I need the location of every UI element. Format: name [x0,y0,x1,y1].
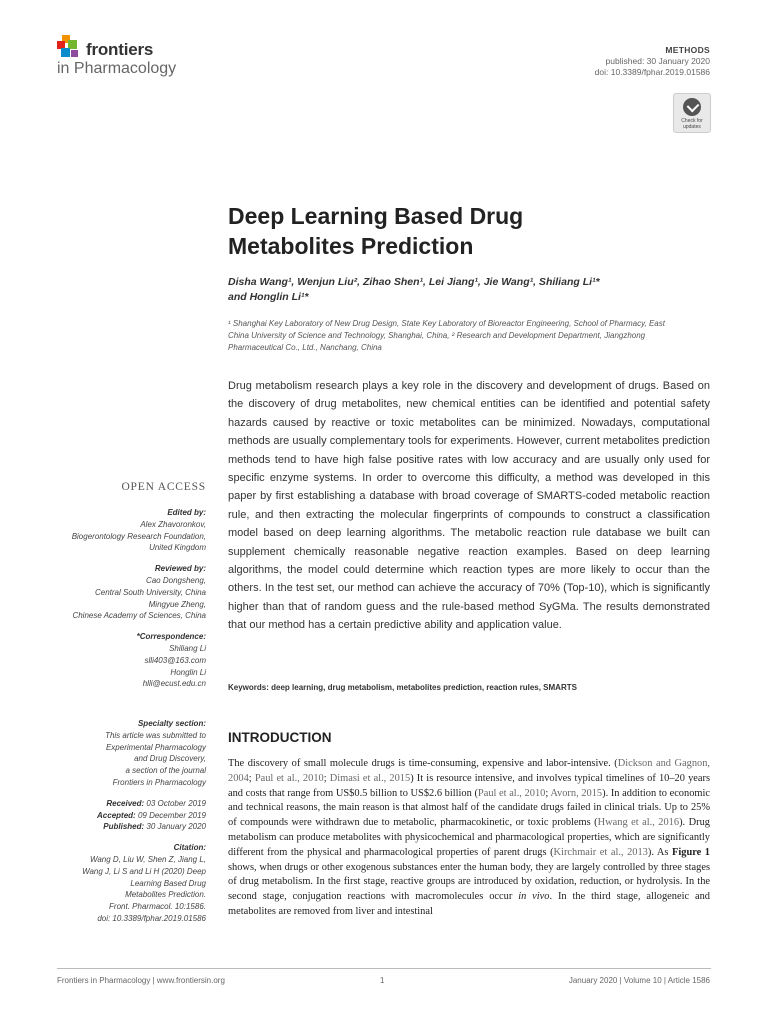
specialty-line: Experimental Pharmacology [105,742,206,752]
check-for-updates-badge[interactable] [673,93,711,133]
specialty-line: Frontiers in Pharmacology [112,777,206,787]
specialty-heading: Specialty section: [137,719,206,728]
citation-line: Wang J, Li S and Li H (2020) Deep [82,866,206,876]
correspondence-email[interactable]: slli403@163.com [144,655,206,665]
citation-line: Wang D, Liu W, Shen Z, Jiang L, [89,854,206,864]
article-type: METHODS [665,45,710,55]
reviewer-line: Central South University, China [94,587,206,597]
journal-name-subtitle: in Pharmacology [57,60,177,77]
specialty-info [52,718,206,925]
footer-journal-link[interactable]: Frontiers in Pharmacology | www.frontiersin.org [57,976,225,985]
specialty-line: This article was submitted to [105,730,206,740]
article-title [228,201,688,261]
correspondence-heading: *Correspondence: [136,632,206,642]
page-number: 1 [380,976,385,985]
in-vivo-term: in vivo [518,891,550,903]
correspondence-line: Shiliang Li [169,643,206,653]
accepted-label: Accepted: [97,810,136,820]
introduction-text: The discovery of small molecule drugs is time-consuming, expensive and labor-intensive. (Dickson and Gagnon, 2004; Paul et al., 2010; Dimasi et al., 2015) It is resource intensive, and involves typical timelines of 10–20 years and costs that range from US$0.5 billion to US$2.6 billion (Paul et al., 2010; Avorn, 2015). In addition to economic and technical reasons, the main reason is that almost half of the candidate drugs failed in clinical trials. Up to 25% of compounds were withdrawn due to metabolic, pharmacokinetic, or toxic problems (Hwang et al., 2016). Drug metabolism can produce metabolites with physicochemical and pharmacological properties, which are significantly different from the physical and pharmacological properties of parent drugs (Kirchmair et al., 2013). As Figure 1 shows, when drugs or other exogenous substances enter the human body, they are largely controlled by three stages of drug metabolism. In the first stage, reactive groups are introduced by oxidation, reduction, or hydrolysis. In the second stage, conjugation reactions with macromolecules occur in vivo. In the third stage, allogeneic and metabolites are removed from liver and intestinal [228,758,711,917]
editor-line: Alex Zhavoronkov, [140,519,206,529]
check-badge-label: Check for updates [681,118,703,130]
figure-reference[interactable]: Figure 1 [672,846,711,858]
footer-issue-info: January 2020 | Volume 10 | Article 1586 [568,976,710,985]
reviewed-by-heading: Reviewed by: [154,564,206,574]
keywords: Keywords: deep learning, drug metabolism, metabolites prediction, reaction rules, SMARTS [228,683,577,692]
journal-name-frontiers: frontiers [86,40,154,59]
citation-link[interactable]: Paul et al., 2010 [254,772,324,784]
affiliation-line: Pharmaceutical Co., Ltd., Nanchang, China [228,343,382,352]
footer-divider [57,968,711,969]
accepted-value: 09 December 2019 [137,810,206,820]
title-line: Metabolites Prediction [228,233,474,259]
author-list [228,275,708,305]
frontiers-logo-icon [57,35,81,59]
specialty-line: and Drug Discovery, [134,754,206,764]
title-line: Deep Learning Based Drug [228,203,524,229]
affiliations [228,318,710,354]
citation-doi[interactable]: doi: 10.3389/fphar.2019.01586 [97,913,206,923]
editorial-info [52,507,206,690]
received-label: Received: [106,798,145,808]
abstract-text: Drug metabolism research plays a key role in the discovery and development of drugs. Based on the discovery of drug metabolites, new chemical entities can be identified and potential safety hazards caused by reactive or toxic metabolites can be minimized. Nowadays, computational methods are usually complementary tools for experiments. However, current metabolites prediction methods tend to have high false positive rates with low accuracy and are usually only used for specific enzyme systems. In order to overcome this difficulty, a method was developed in this paper by first establishing a database with broad coverage of SMARTS-coded metabolic reaction rule, and then extracting the molecular fingerprints of compounds to construct a classification model based on deep learning algorithms. The metabolic reaction rule database we built can supplement chemically reasonable negative reaction examples. Based on deep learning algorithms, the model could determine which reaction types are more likely to occur than the others. In the test set, our method can achieve the accuracy of 70% (Top-10), which is significantly higher than that of random guess and the rule-based method SyGMa. The results demonstrated that our method has a certain predictive ability and application value. [228,380,710,632]
received-value: 03 October 2019 [146,798,206,808]
reviewer-line: Chinese Academy of Sciences, China [72,611,206,621]
correspondence-line: Honglin Li [170,667,206,677]
check-icon [683,98,701,116]
open-access-label: OPEN ACCESS [121,481,206,493]
citation-link[interactable]: Dickson and Gagnon, 2004 [228,758,711,784]
edited-by-heading: Edited by: [167,508,206,517]
published-label: Published: [103,822,145,832]
accepted-date [52,810,206,822]
citation-line: Front. Pharmacol. 10:1586. [109,902,206,912]
affiliation-line: ¹ Shanghai Key Laboratory of New Drug Design, State Key Laboratory of Bioreactor Engineering, School of Pharmacy, East [228,319,665,328]
published-value: 30 January 2020 [146,822,206,832]
editor-line: United Kingdom [149,543,206,553]
article-meta [595,45,710,78]
reviewer-line: Mingyue Zheng, [148,599,206,609]
reviewer-line: Cao Dongsheng, [145,575,206,585]
citation-link[interactable]: Dimasi et al., 2015 [329,772,411,784]
correspondence-email[interactable]: hlli@ecust.edu.cn [142,679,206,689]
authors-line: and Honglin Li¹* [228,291,309,303]
received-date [52,798,206,810]
citation-link[interactable]: Avorn, 2015 [550,787,603,799]
section-heading-introduction: INTRODUCTION [228,730,332,745]
citation-line: Learning Based Drug [130,878,206,888]
affiliation-line: China University of Science and Technology, Shanghai, China, ² Research and Development Department, Jiangzhong [228,331,646,340]
citation-link[interactable]: Paul et al., 2010 [477,787,546,799]
citation-link[interactable]: Hwang et al., 2016 [597,817,680,829]
published-date: published: 30 January 2020 [605,56,710,66]
authors-line: Disha Wang¹, Wenjun Liu², Zihao Shen¹, Lei Jiang¹, Jie Wang¹, Shiliang Li¹* [228,276,600,288]
editor-line: Biogerontology Research Foundation, [71,531,206,541]
citation-line: Metabolites Prediction. [125,890,206,900]
published-date-side [52,821,206,833]
citation-heading: Citation: [173,843,206,853]
specialty-line: a section of the journal [125,766,206,776]
citation-link[interactable]: Kirchmair et al., 2013 [553,846,648,858]
doi-link[interactable]: doi: 10.3389/fphar.2019.01586 [594,67,710,77]
